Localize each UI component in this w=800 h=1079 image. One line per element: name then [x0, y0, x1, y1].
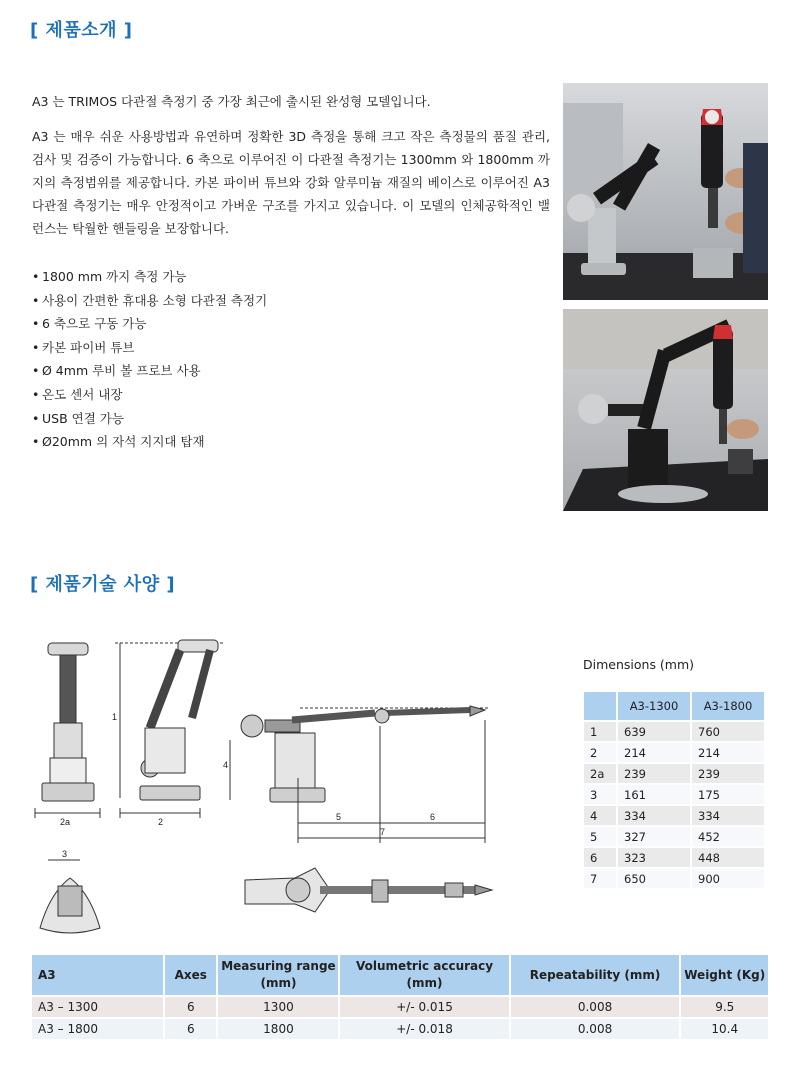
spec-model: A3 – 1300 [31, 996, 164, 1018]
dim-label-2a: 2a [60, 817, 71, 827]
table-row [583, 805, 765, 826]
table-row [583, 868, 765, 889]
table-row [583, 763, 765, 784]
dimensions-header-row [583, 691, 765, 721]
spec-header-model: A3 [31, 954, 164, 996]
side-view [115, 640, 225, 818]
table-row [583, 784, 765, 805]
dim-key: 5 [583, 826, 617, 847]
spec-header-range: Measuring range (mm) [217, 954, 339, 996]
dim-key: 2a [583, 763, 617, 784]
dim-value-1300: 334 [617, 805, 691, 826]
feature-item: • Ø 4mm 루비 볼 프로브 사용 [32, 359, 267, 383]
spec-repeatability: 0.008 [510, 996, 681, 1018]
top-view-arm [245, 868, 492, 912]
intro-paragraph-1: A3 는 TRIMOS 다관절 측정기 중 가장 최근에 출시된 완성형 모델입니다. [32, 94, 431, 109]
dim-value-1300: 639 [617, 721, 691, 742]
dim-value-1800: 760 [691, 721, 765, 742]
spec-accuracy: +/- 0.018 [339, 1018, 509, 1040]
feature-list [32, 265, 267, 454]
spec-header-axes: Axes [164, 954, 217, 996]
section-title-spec: [ 제품기술 사양 ] [30, 574, 176, 595]
dim-value-1800: 214 [691, 742, 765, 763]
feature-item: • Ø20mm 의 자석 지지대 탑재 [32, 430, 267, 454]
dim-value-1300: 239 [617, 763, 691, 784]
table-row [31, 996, 769, 1018]
dim-value-1800: 239 [691, 763, 765, 784]
table-row [31, 1018, 769, 1040]
dim-label-2: 2 [158, 817, 164, 827]
dimensions-caption: Dimensions (mm) [583, 657, 695, 672]
feature-item: • 온도 센서 내장 [32, 383, 267, 407]
spec-range: 1300 [217, 996, 339, 1018]
product-photo-base [563, 309, 768, 511]
table-row [583, 826, 765, 847]
extended-view [230, 706, 490, 843]
dim-value-1300: 161 [617, 784, 691, 805]
dim-value-1300: 323 [617, 847, 691, 868]
dim-label-5: 5 [336, 812, 342, 822]
dim-value-1300: 214 [617, 742, 691, 763]
spec-header-row [31, 954, 769, 996]
dim-label-3: 3 [62, 849, 68, 859]
top-view-base [40, 860, 100, 933]
dim-key: 2 [583, 742, 617, 763]
dim-value-1800: 175 [691, 784, 765, 805]
dim-header-a3-1300: A3-1300 [617, 691, 691, 721]
dim-value-1800: 900 [691, 868, 765, 889]
spec-axes: 6 [164, 1018, 217, 1040]
dim-value-1800: 452 [691, 826, 765, 847]
feature-item: • USB 연결 가능 [32, 407, 267, 431]
spec-weight: 10.4 [680, 1018, 769, 1040]
front-view [35, 643, 100, 818]
dim-key: 1 [583, 721, 617, 742]
table-row [583, 847, 765, 868]
spec-table [30, 953, 770, 1041]
dim-key: 6 [583, 847, 617, 868]
spec-weight: 9.5 [680, 996, 769, 1018]
spec-repeatability: 0.008 [510, 1018, 681, 1040]
dim-value-1800: 448 [691, 847, 765, 868]
feature-item: • 사용이 간편한 휴대용 소형 다관절 측정기 [32, 289, 267, 313]
spec-range: 1800 [217, 1018, 339, 1040]
dimensions-table [582, 690, 766, 890]
dim-value-1300: 650 [617, 868, 691, 889]
dim-value-1300: 327 [617, 826, 691, 847]
dim-label-4: 4 [223, 760, 229, 770]
spec-accuracy: +/- 0.015 [339, 996, 509, 1018]
dim-label-7: 7 [380, 827, 386, 837]
intro-text [32, 90, 550, 240]
technical-drawing [30, 628, 540, 948]
feature-item: • 1800 mm 까지 측정 가능 [32, 265, 267, 289]
dim-header-a3-1800: A3-1800 [691, 691, 765, 721]
spec-header-repeatability: Repeatability (mm) [510, 954, 681, 996]
spec-model: A3 – 1800 [31, 1018, 164, 1040]
dim-header-blank [583, 691, 617, 721]
feature-item: • 카본 파이버 튜브 [32, 336, 267, 360]
table-row [583, 742, 765, 763]
dim-label-6: 6 [430, 812, 436, 822]
spec-axes: 6 [164, 996, 217, 1018]
dim-value-1800: 334 [691, 805, 765, 826]
spec-header-weight: Weight (Kg) [680, 954, 769, 996]
table-row [583, 721, 765, 742]
dim-label-1: 1 [112, 712, 118, 722]
dim-key: 4 [583, 805, 617, 826]
intro-paragraph-2: A3 는 매우 쉬운 사용방법과 유연하며 정확한 3D 측정을 통해 크고 작은 측정물의 품질 관리, 검사 및 검증이 가능합니다. 6 축으로 이루어진 이 다관절 측정기는 1300mm 와 1800mm 까지의 측정범위를 제공합니다. 카본 파이버 튜브와 강화 알루미늄 재질의 베이스로 이루어진 A3 다관절 측정기는 매우 안정적이고 가벼운 구조를 가지고 있습니다. 이 모델의 인체공학적인 밸런스는 탁월한 핸들링을 보장합니다. [32, 129, 550, 236]
feature-item: • 6 축으로 구동 가능 [32, 312, 267, 336]
spec-header-accuracy: Volumetric accuracy (mm) [339, 954, 509, 996]
dim-key: 3 [583, 784, 617, 805]
section-title-intro: [ 제품소개 ] [30, 20, 133, 41]
dim-key: 7 [583, 868, 617, 889]
product-photo-hands [563, 83, 768, 300]
